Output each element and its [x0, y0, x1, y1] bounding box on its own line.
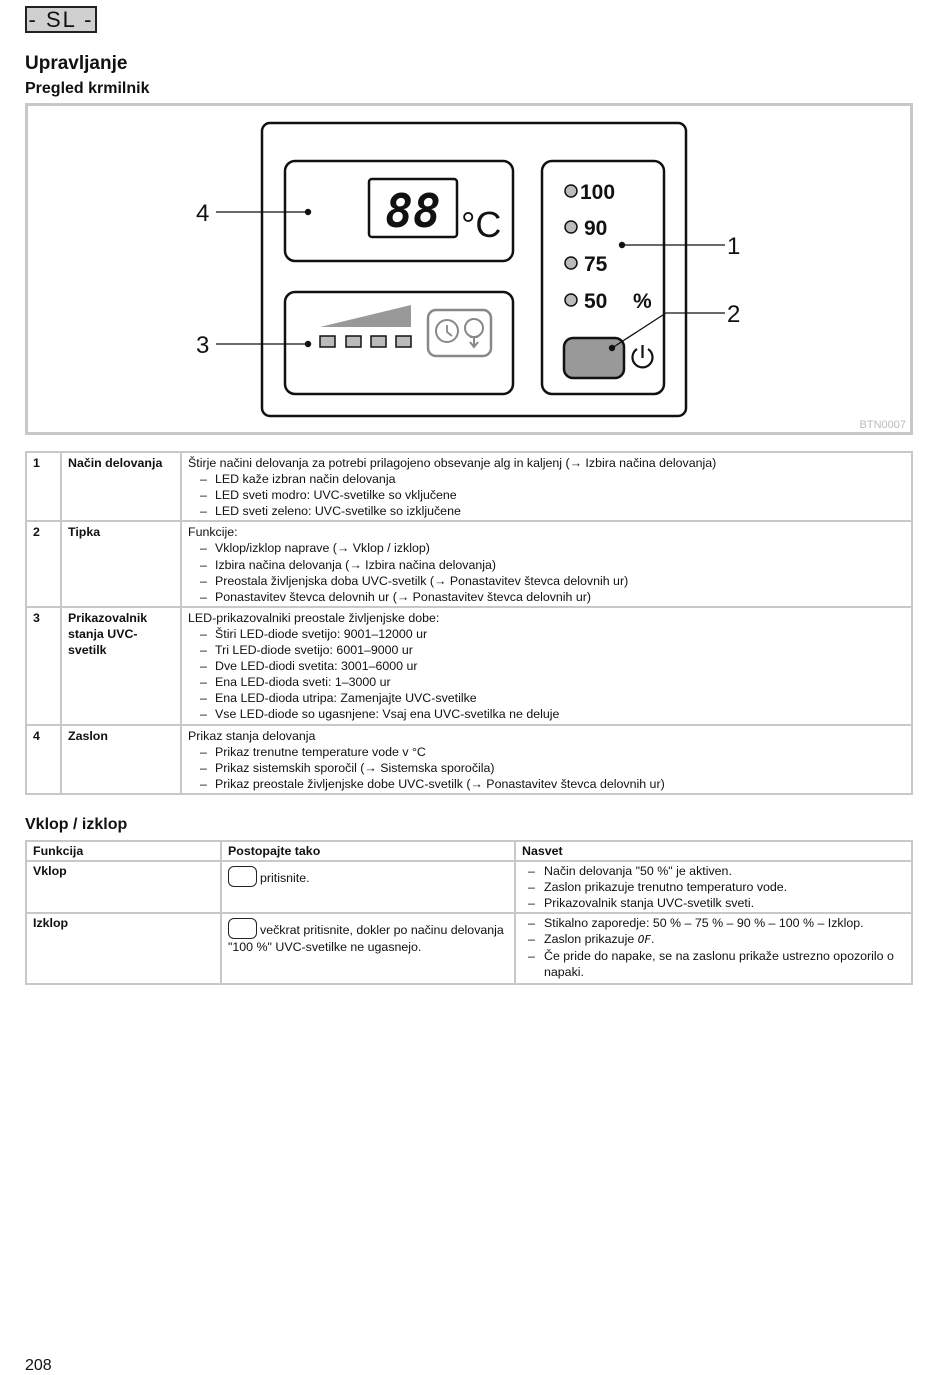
list-item: – LED sveti zeleno: UVC-svetilke so izključene [200, 503, 905, 519]
step-text: pritisnite. [260, 871, 310, 885]
button-icon [228, 918, 257, 939]
list-item: – Ena LED-dioda sveti: 1–3000 ur [200, 674, 905, 690]
table-row [26, 861, 912, 913]
lamp-led-4 [396, 336, 411, 347]
row-intro: LED-prikazovalniki preostale življenjske dobe: [188, 610, 440, 625]
page-title: Upravljanje [25, 53, 128, 74]
row-number: 2 [26, 521, 61, 606]
mode-led-50 [565, 294, 577, 306]
row-number: 3 [26, 607, 61, 725]
row-name: Zaslon [61, 725, 181, 794]
table-row [26, 452, 912, 521]
row-list [188, 540, 905, 604]
list-item: – Prikazovalnik stanja UVC-svetilk sveti. [528, 895, 905, 911]
figure-code: BTN0007 [859, 419, 906, 431]
row-intro: Štirje načini delovanja za potrebi prilagojeno obsevanje alg in kaljenj (→ Izbira načina delovanja) [188, 456, 717, 470]
onoff-table [25, 840, 913, 985]
row-number: 4 [26, 725, 61, 794]
table-row [26, 725, 912, 794]
list-item: – Vse LED-diode so ugasnjene: Vsaj ena UVC-svetilka ne deluje [200, 706, 905, 722]
row-list [188, 471, 905, 519]
callout-1: 1 [727, 233, 741, 260]
list-item: – Prikaz sistemskih sporočil (→ Sistemska sporočila) [200, 760, 905, 776]
list-item: – Ena LED-dioda utripa: Zamenjajte UVC-svetilke [200, 690, 905, 706]
section-subtitle: Pregled krmilnik [25, 80, 150, 97]
table-row [26, 913, 912, 984]
off-symbol: OF [637, 933, 651, 946]
list-item: – Zaslon prikazuje trenutno temperaturo vode. [528, 879, 905, 895]
mode-led-75 [565, 257, 577, 269]
row-name: Tipka [61, 521, 181, 606]
percent-label: % [633, 290, 652, 313]
row-name: Način delovanja [61, 452, 181, 521]
row-intro: Funkcije: [188, 525, 238, 540]
list-item: – Zaslon prikazuje OF. [528, 931, 905, 948]
lamp-led-3 [371, 336, 386, 347]
mode-label-50: 50 [584, 290, 608, 313]
list-item: – LED sveti modro: UVC-svetilke so vključene [200, 487, 905, 503]
row-name: Prikazovalnik stanja UVC-svetilk [61, 607, 181, 725]
tips-cell [515, 913, 912, 984]
row-description [181, 452, 912, 521]
row-list [188, 626, 905, 723]
mode-led-90 [565, 221, 577, 233]
list-item: – Vklop/izklop naprave (→ Vklop / izklop) [200, 540, 905, 556]
list-item: – Prikaz trenutne temperature vode v °C [200, 744, 905, 760]
lamp-led-1 [320, 336, 335, 347]
tips-list [522, 863, 905, 911]
row-description [181, 607, 912, 725]
table-row [26, 607, 912, 725]
tips-list [522, 915, 905, 980]
mode-button [564, 338, 624, 378]
callout-4: 4 [196, 200, 210, 227]
list-item: – Izbira načina delovanja (→ Izbira načina delovanja) [200, 557, 905, 573]
column-header: Nasvet [515, 841, 912, 861]
list-item: – Štiri LED-diode svetijo: 9001–12000 ur [200, 626, 905, 642]
table-row [26, 521, 912, 606]
list-item: – Dve LED-diodi svetita: 3001–6000 ur [200, 658, 905, 674]
mode-label-100: 100 [580, 181, 616, 204]
list-item: – Način delovanja "50 %" je aktiven. [528, 863, 905, 879]
list-item: – LED kaže izbran način delovanja [200, 471, 905, 487]
tip-text: Zaslon prikazuje [544, 932, 635, 946]
controller-diagram [28, 106, 910, 432]
list-item: – Prikaz preostale življenjske dobe UVC-svetilk (→ Ponastavitev števca delovnih ur) [200, 776, 905, 792]
function-cell: Izklop [26, 913, 221, 984]
row-description [181, 521, 912, 606]
mode-led-100 [565, 185, 577, 197]
list-item: – Stikalno zaporedje: 50 % – 75 % – 90 % – 100 % – Izklop. [528, 915, 905, 931]
row-description [181, 725, 912, 794]
mode-label-90: 90 [584, 217, 608, 240]
table-header-row [26, 841, 912, 861]
list-item: – Tri LED-diode svetijo: 6001–9000 ur [200, 642, 905, 658]
overview-table [25, 451, 913, 795]
mode-label-75: 75 [584, 253, 608, 276]
tips-cell [515, 861, 912, 913]
language-tag: - SL - [25, 6, 97, 33]
callout-2: 2 [727, 301, 741, 328]
row-number: 1 [26, 452, 61, 521]
row-intro: Prikaz stanja delovanja [188, 728, 316, 743]
display-digits: 88 [385, 184, 441, 238]
page-number: 208 [25, 1357, 52, 1374]
list-item: – Ponastavitev števca delovnih ur (→ Ponastavitev števca delovnih ur) [200, 589, 905, 605]
list-item: – Če pride do napake, se na zaslonu prikaže ustrezno opozorilo o napaki. [528, 948, 905, 980]
temperature-unit: °C [461, 204, 502, 245]
onoff-heading: Vklop / izklop [25, 816, 128, 833]
lamp-led-2 [346, 336, 361, 347]
callout-3: 3 [196, 332, 210, 359]
column-header: Funkcija [26, 841, 221, 861]
function-cell: Vklop [26, 861, 221, 913]
step-cell [221, 861, 515, 913]
row-list [188, 744, 905, 792]
column-header: Postopajte tako [221, 841, 515, 861]
list-item: – Preostala življenjska doba UVC-svetilk (→ Ponastavitev števca delovnih ur) [200, 573, 905, 589]
controller-figure [25, 103, 913, 435]
step-text: večkrat pritisnite, dokler po načinu delovanja "100 %" UVC-svetilke ne ugasnejo. [228, 923, 504, 954]
button-icon [228, 866, 257, 887]
step-cell [221, 913, 515, 984]
